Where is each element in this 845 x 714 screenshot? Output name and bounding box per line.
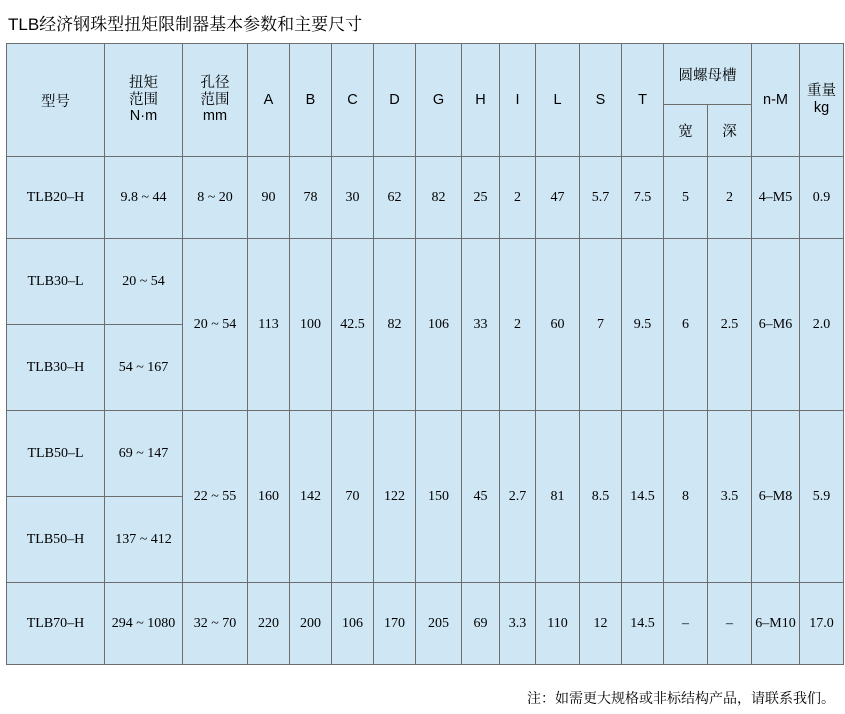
cell-torque: 294 ~ 1080 (105, 583, 183, 665)
cell-a: 220 (248, 583, 290, 665)
cell-c: 30 (332, 157, 374, 239)
cell-g: 82 (416, 157, 462, 239)
header-torque-line-1: 扭矩 (129, 74, 158, 91)
header-nut-groove: 圆螺母槽 (664, 44, 752, 105)
header-h: H (462, 44, 500, 157)
header-s: S (580, 44, 622, 157)
header-torque-line-2: 范围 (129, 91, 158, 108)
header-i: I (500, 44, 536, 157)
cell-s: 8.5 (580, 411, 622, 583)
cell-torque: 54 ~ 167 (105, 325, 183, 411)
cell-i: 2 (500, 239, 536, 411)
table-row (7, 411, 844, 497)
table-header-row-1 (7, 44, 844, 105)
header-weight (800, 44, 844, 157)
cell-h: 69 (462, 583, 500, 665)
cell-torque: 137 ~ 412 (105, 497, 183, 583)
table-row (7, 239, 844, 325)
cell-n-m: 6–M8 (752, 411, 800, 583)
cell-a: 160 (248, 411, 290, 583)
cell-weight: 2.0 (800, 239, 844, 411)
table-row (7, 157, 844, 239)
cell-bore: 22 ~ 55 (183, 411, 248, 583)
cell-weight: 17.0 (800, 583, 844, 665)
cell-weight: 0.9 (800, 157, 844, 239)
header-bore-range (183, 44, 248, 157)
cell-s: 5.7 (580, 157, 622, 239)
header-g: G (416, 44, 462, 157)
cell-t: 14.5 (622, 583, 664, 665)
cell-n-m: 6–M10 (752, 583, 800, 665)
cell-torque: 9.8 ~ 44 (105, 157, 183, 239)
cell-d: 170 (374, 583, 416, 665)
header-t: T (622, 44, 664, 157)
cell-bore: 32 ~ 70 (183, 583, 248, 665)
header-groove-width: 宽 (664, 105, 708, 157)
header-bore-line-2: 范围 (200, 91, 230, 108)
cell-i: 2.7 (500, 411, 536, 583)
cell-l: 81 (536, 411, 580, 583)
cell-t: 9.5 (622, 239, 664, 411)
cell-g: 106 (416, 239, 462, 411)
cell-b: 78 (290, 157, 332, 239)
cell-d: 122 (374, 411, 416, 583)
cell-groove-depth: 2.5 (708, 239, 752, 411)
cell-g: 205 (416, 583, 462, 665)
cell-b: 200 (290, 583, 332, 665)
header-weight-line-2: kg (813, 100, 830, 116)
cell-torque: 69 ~ 147 (105, 411, 183, 497)
cell-groove-depth: – (708, 583, 752, 665)
page-title: TLB经济钢珠型扭矩限制器基本参数和主要尺寸 (8, 15, 363, 34)
cell-groove-depth: 3.5 (708, 411, 752, 583)
cell-weight: 5.9 (800, 411, 844, 583)
header-bore-line-1: 孔径 (200, 74, 230, 91)
header-groove-depth: 深 (708, 105, 752, 157)
cell-model: TLB30–L (7, 239, 105, 325)
header-bore-line-3: mm (202, 108, 228, 125)
cell-n-m: 6–M6 (752, 239, 800, 411)
header-b: B (290, 44, 332, 157)
table-row (7, 583, 844, 665)
cell-c: 42.5 (332, 239, 374, 411)
cell-t: 7.5 (622, 157, 664, 239)
cell-bore: 20 ~ 54 (183, 239, 248, 411)
cell-g: 150 (416, 411, 462, 583)
cell-model: TLB20–H (7, 157, 105, 239)
header-model: 型号 (7, 44, 105, 157)
cell-l: 47 (536, 157, 580, 239)
header-d: D (374, 44, 416, 157)
cell-model: TLB30–H (7, 325, 105, 411)
header-weight-line-1: 重量 (807, 83, 836, 100)
cell-t: 14.5 (622, 411, 664, 583)
cell-i: 3.3 (500, 583, 536, 665)
header-l: L (536, 44, 580, 157)
cell-c: 70 (332, 411, 374, 583)
cell-groove-width: 5 (664, 157, 708, 239)
cell-s: 12 (580, 583, 622, 665)
cell-l: 60 (536, 239, 580, 411)
cell-h: 45 (462, 411, 500, 583)
header-n-m: n-M (752, 44, 800, 157)
cell-groove-depth: 2 (708, 157, 752, 239)
cell-s: 7 (580, 239, 622, 411)
cell-torque: 20 ~ 54 (105, 239, 183, 325)
specification-table (6, 43, 844, 665)
cell-b: 142 (290, 411, 332, 583)
cell-model: TLB50–H (7, 497, 105, 583)
footer-note: 注：如需更大规格或非标结构产品，请联系我们。 (527, 690, 835, 706)
header-torque-range (105, 44, 183, 157)
cell-h: 25 (462, 157, 500, 239)
cell-groove-width: 6 (664, 239, 708, 411)
cell-i: 2 (500, 157, 536, 239)
cell-n-m: 4–M5 (752, 157, 800, 239)
cell-b: 100 (290, 239, 332, 411)
cell-h: 33 (462, 239, 500, 411)
cell-a: 90 (248, 157, 290, 239)
cell-a: 113 (248, 239, 290, 411)
cell-d: 62 (374, 157, 416, 239)
header-a: A (248, 44, 290, 157)
cell-groove-width: 8 (664, 411, 708, 583)
cell-l: 110 (536, 583, 580, 665)
cell-groove-width: – (664, 583, 708, 665)
cell-d: 82 (374, 239, 416, 411)
cell-model: TLB50–L (7, 411, 105, 497)
header-c: C (332, 44, 374, 157)
cell-bore: 8 ~ 20 (183, 157, 248, 239)
cell-model: TLB70–H (7, 583, 105, 665)
cell-c: 106 (332, 583, 374, 665)
header-torque-line-3: N·m (129, 108, 158, 125)
